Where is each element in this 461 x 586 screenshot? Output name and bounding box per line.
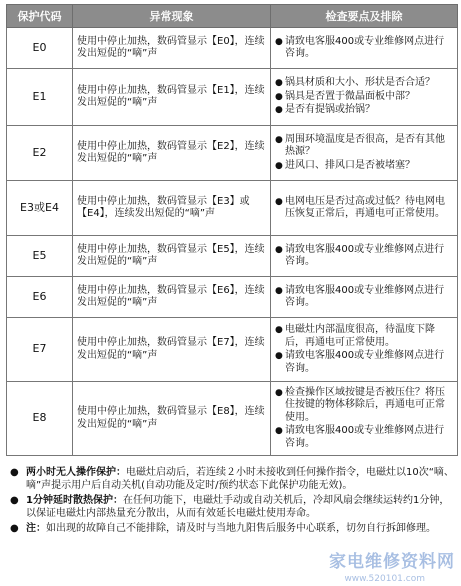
table-header-row [7,5,458,28]
header-symptom: 异常现象 [73,5,271,28]
symptom-cell: 使用中停止加热，数码管显示【E5】，连续发出短促的“嘀”声 [73,236,271,277]
table-row [7,318,458,382]
note-text: 在任何功能下，电磁灶手动或自动关机后，冷却风扇会继续运转约1分钟，以保证电磁灶内部热量充分散出，从而有效延长电磁灶使用寿命。 [26,495,450,519]
table-row [7,28,458,69]
bullet-dot-icon: ● [275,105,283,116]
bullet-dot-icon: ● [275,78,283,89]
check-item: ● 检查操作区域按键是否被压住？将压住按键的物体移除后，再通电可正常使用。 [275,386,445,423]
notes-section [6,466,457,537]
bullet-dot-icon: ● [10,523,19,534]
bullet-dot-icon: ● [275,160,283,171]
check-item: ● 电网电压是否过高或过低？待电网电压恢复正常后，再通电可正常使用。 [275,195,445,219]
header-check: 检查要点及排除 [271,5,458,28]
check-cell [271,277,458,318]
symptom-cell: 使用中停止加热，数码管显示【E1】，连续发出短促的“嘀”声 [73,69,271,126]
check-cell [271,382,458,456]
watermark-text: 家电维修资料网 [329,552,455,572]
symptom-cell: 使用中停止加热，数码管显示【E6】，连续发出短促的“嘀”声 [73,277,271,318]
note-item [6,522,457,535]
check-cell [271,126,458,181]
bullet-dot-icon: ● [275,36,283,47]
symptom-cell: 使用中停止加热，数码管显示【E7】，连续发出短促的“嘀”声 [73,318,271,382]
check-item: ● 进风口、排风口是否被堵塞？ [275,159,415,171]
bullet-dot-icon: ● [275,91,283,102]
bullet-dot-icon: ● [275,285,283,296]
symptom-cell: 使用中停止加热，数码管显示【E3】或【E4】，连续发出短促的“嘀”声 [73,181,271,236]
check-item: ● 请致电客服400或专业维修网点进行咨询。 [275,350,445,374]
table-row [7,236,458,277]
note-title: 1分钟延时散热保护： [26,495,123,506]
bullet-dot-icon: ● [275,426,283,437]
bullet-dot-icon: ● [275,325,283,335]
bullet-dot-icon: ● [10,467,19,478]
code-cell: E3或E4 [7,181,73,236]
check-cell [271,28,458,69]
note-text: 如出现的故障自己不能排除，请及时与当地九阳售后服务中心联系，切勿自行拆卸修理。 [46,523,436,534]
watermark-url: www.520101.com [344,574,425,584]
check-cell [271,69,458,126]
table-row [7,382,458,456]
code-cell: E0 [7,28,73,69]
symptom-cell: 使用中停止加热，数码管显示【E8】，连续发出短促的“嘀”声 [73,382,271,456]
check-item: ● 周围环境温度是否很高，是否有其他热源？ [275,133,445,158]
check-item: ● 是否有提锅或抬锅？ [275,104,375,116]
table-row [7,126,458,181]
bullet-dot-icon: ● [275,244,283,255]
symptom-cell: 使用中停止加热，数码管显示【E2】，连续发出短促的“嘀”声 [73,126,271,181]
check-cell [271,236,458,277]
check-item: ● 锅具材质和大小、形状是否合适？ [275,77,435,89]
check-cell [271,181,458,236]
check-item: ● 锅具是否置于微晶面板中部？ [275,90,415,102]
note-title: 两小时无人操作保护： [26,467,126,478]
bullet-dot-icon: ● [10,495,19,506]
note-item [6,466,457,492]
bullet-dot-icon: ● [275,387,283,398]
code-cell: E2 [7,126,73,181]
code-cell: E1 [7,69,73,126]
fault-code-table [6,4,458,456]
code-cell: E8 [7,382,73,456]
check-cell [271,318,458,382]
check-item: ● 请致电客服400或专业维修网点进行咨询。 [275,243,445,267]
table-row [7,181,458,236]
check-item: ● 请致电客服400或专业维修网点进行咨询。 [275,284,445,308]
code-cell: E5 [7,236,73,277]
check-item: ● 请致电客服400或专业维修网点进行咨询。 [275,425,445,449]
note-title: 注： [26,523,46,534]
code-cell: E6 [7,277,73,318]
code-cell: E7 [7,318,73,382]
bullet-dot-icon: ● [275,134,283,145]
symptom-cell: 使用中停止加热，数码管显示【E0】，连续发出短促的“嘀”声 [73,28,271,69]
table-row [7,69,458,126]
header-code: 保护代码 [7,5,73,28]
check-item: ● 请致电客服400或专业维修网点进行咨询。 [275,35,445,59]
check-item: ● 电磁灶内部温度很高，待温度下降后，再通电可正常使用。 [275,324,435,348]
note-text: 电磁灶启动后，若连续２小时未接收到任何操作指令，电磁灶以10次“嘀、嘀”声提示用户后自动关机(自动功能及定时/预约状态下此保护功能无效)。 [26,467,454,491]
note-item [6,494,457,520]
bullet-dot-icon: ● [275,351,283,361]
bullet-dot-icon: ● [275,196,283,207]
table-row [7,277,458,318]
